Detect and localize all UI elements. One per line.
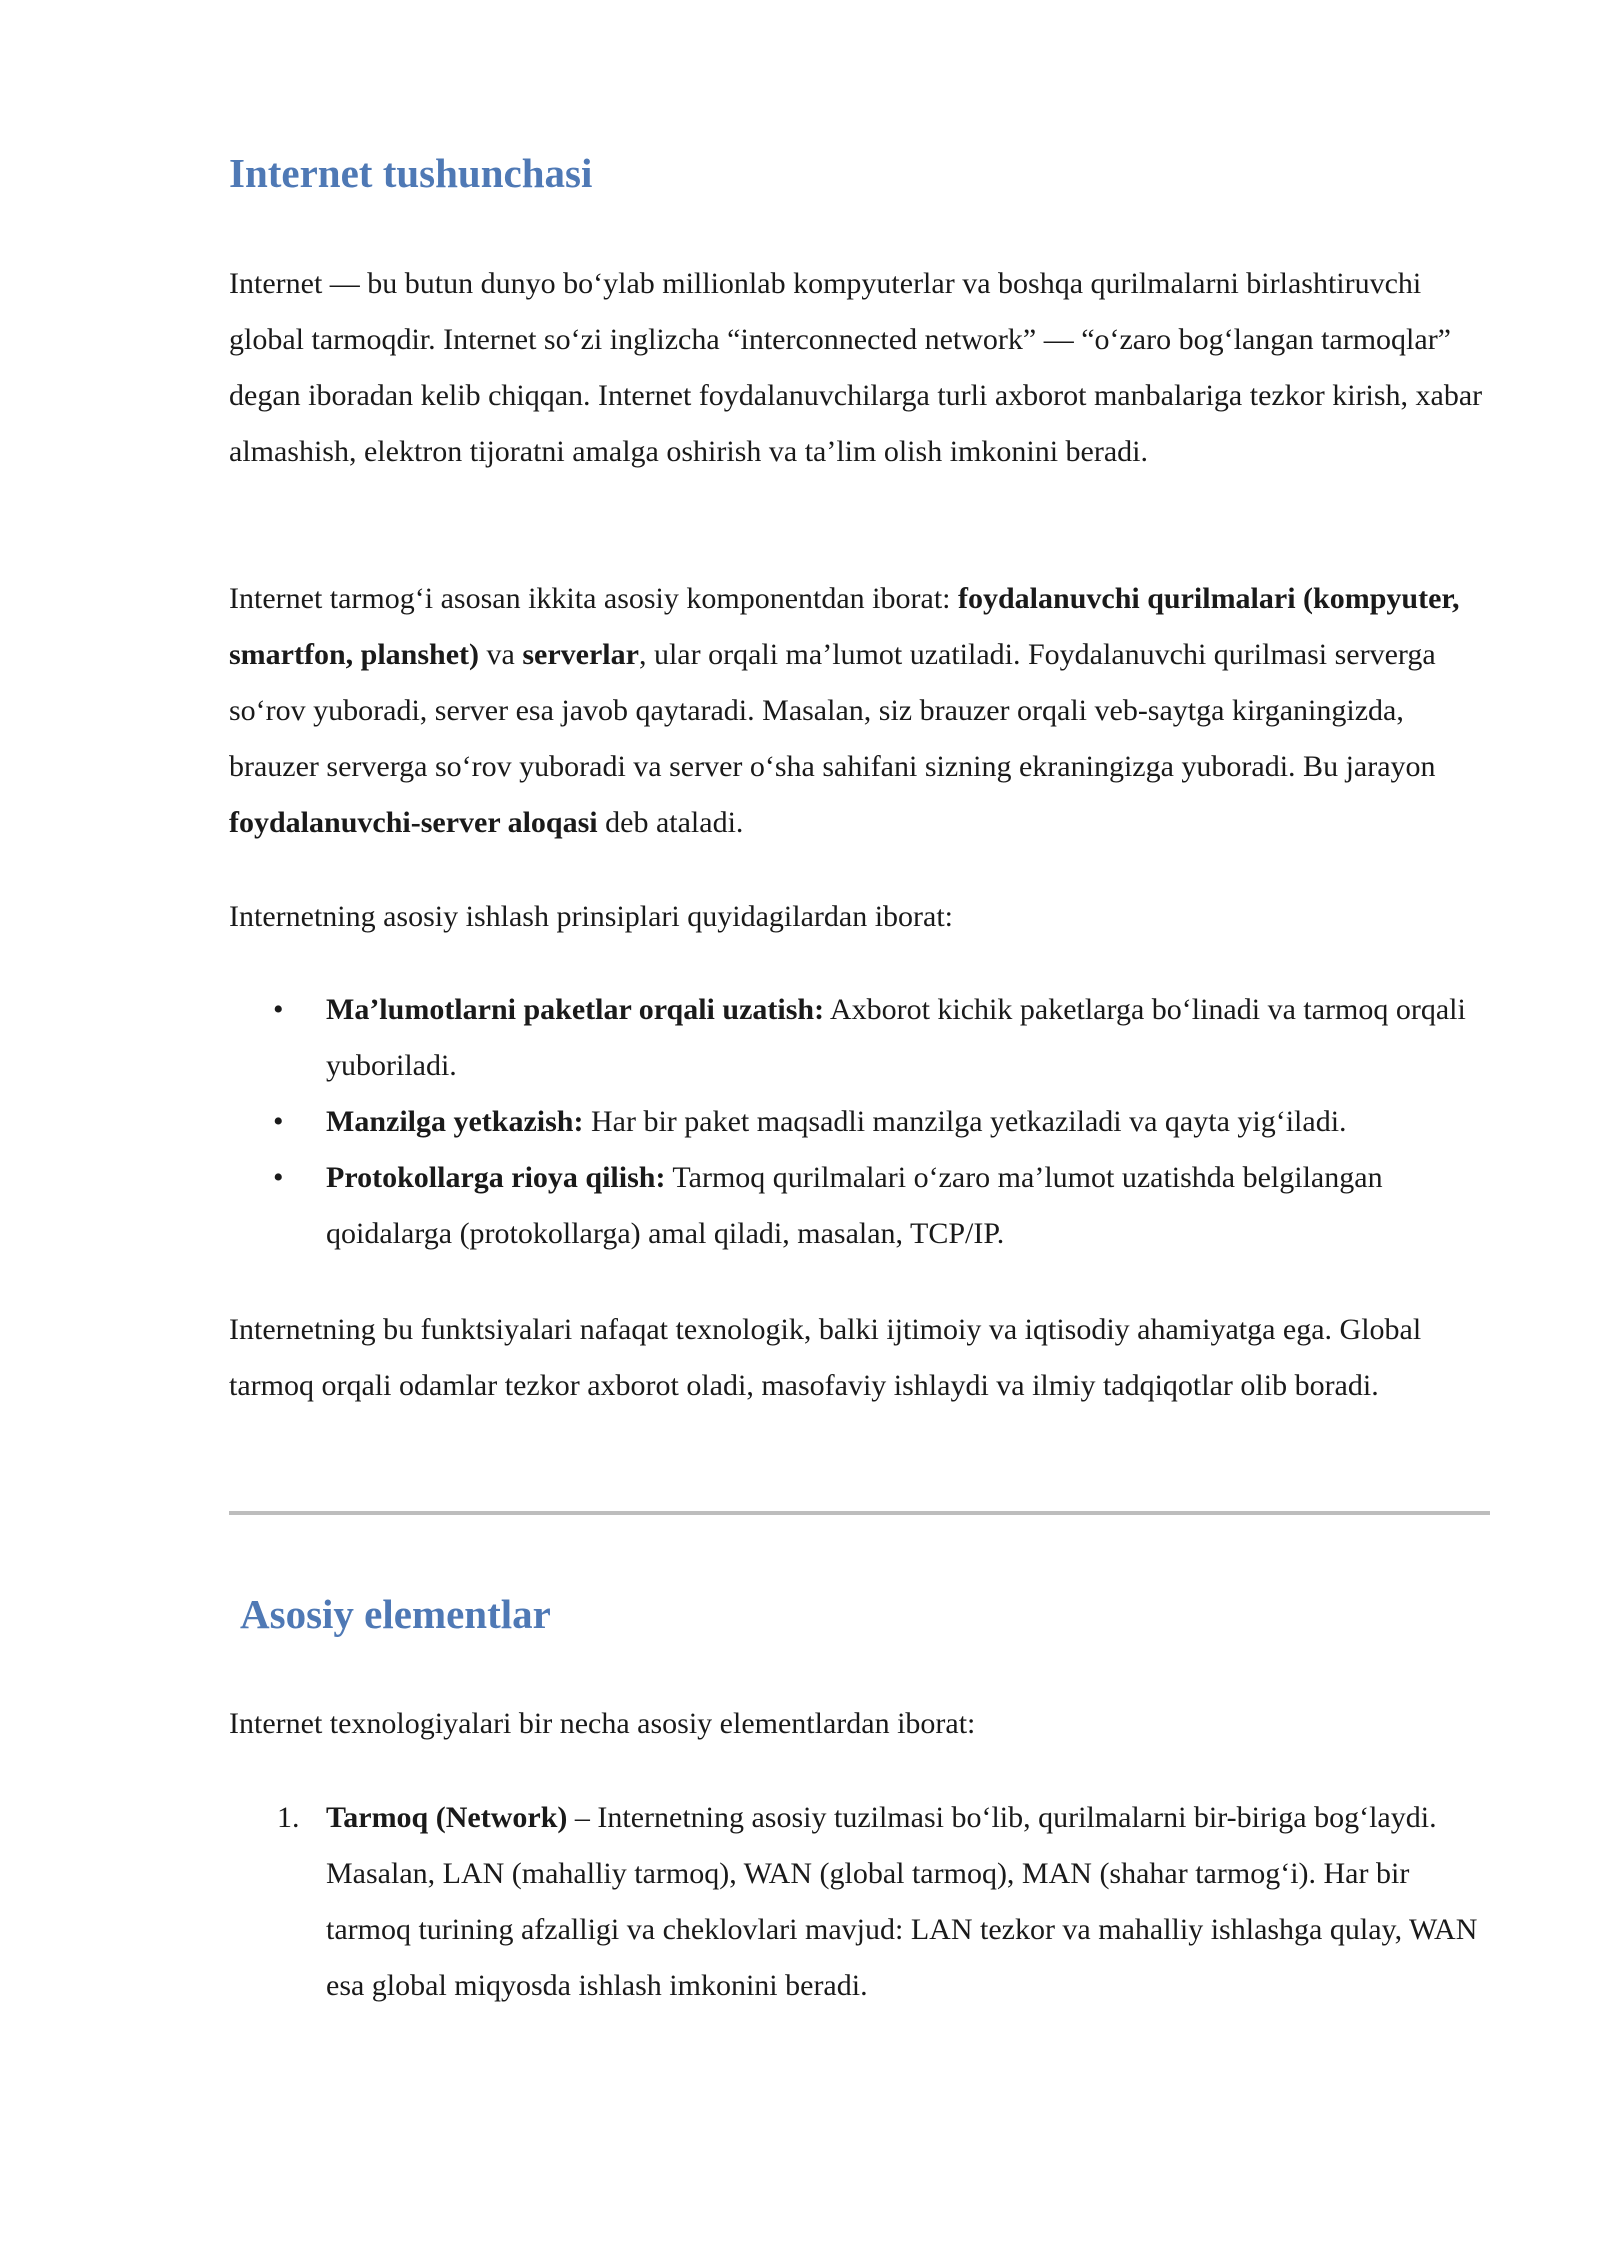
components-bold-relation: foydalanuvchi-server aloqasi	[229, 806, 598, 839]
components-bold-devices: foydalanuvchi qurilmalari (kompyuter, smartfon, planshet)	[229, 582, 1460, 671]
list-item-bold: Ma’lumotlarni paketlar orqali uzatish:	[326, 993, 825, 1026]
components-paragraph	[229, 571, 1491, 851]
intro-paragraph: Internet — bu butun dunyo bo‘ylab millionlab kompyuterlar va boshqa qurilmalarni birlashtiruvchi global tarmoqdir. Internet so‘zi inglizcha “interconnected network” — “o‘zaro bog‘langan tarmoqlar” degan iboradan kelib chiqqan. Internet foydalanuvchilarga turli axborot manbalariga tezkor kirish, xabar almashish, elektron tijoratni amalga oshirish va ta’lim olish imkonini beradi.	[229, 267, 1483, 468]
list-item	[229, 1094, 1491, 1150]
elements-intro: Internet texnologiyalari bir necha asosiy elementlardan iborat:	[229, 1707, 976, 1740]
list-item-text: Axborot kichik paketlarga bo‘linadi va tarmoq orqali yuboriladi.	[326, 993, 1466, 1082]
list-item-bold: Manzilga yetkazish:	[326, 1105, 584, 1138]
list-item	[229, 1790, 1491, 2014]
components-bold-servers: serverlar	[522, 638, 639, 671]
bullet-icon: •	[273, 1161, 284, 1194]
section-heading-internet: Internet tushunchasi	[229, 150, 593, 196]
list-item-bold: Protokollarga rioya qilish:	[326, 1161, 666, 1194]
components-text-1: Internet tarmog‘i asosan ikkita asosiy komponentdan iborat:	[229, 582, 958, 615]
list-item	[229, 1150, 1491, 1262]
section-divider	[229, 1511, 1490, 1515]
list-item	[229, 982, 1491, 1094]
list-item-bold: Tarmoq (Network)	[326, 1801, 568, 1834]
elements-list	[229, 1790, 1491, 2014]
significance-paragraph: Internetning bu funktsiyalari nafaqat texnologik, balki ijtimoiy va iqtisodiy ahamiyatga ega. Global tarmoq orqali odamlar tezkor axborot oladi, masofaviy ishlaydi va ilmiy tadqiqotlar olib boradi.	[229, 1313, 1422, 1402]
principles-list	[229, 982, 1491, 1262]
principles-intro: Internetning asosiy ishlash prinsiplari quyidagilardan iborat:	[229, 900, 954, 933]
components-text-2: va	[479, 638, 523, 671]
components-text-4: deb ataladi.	[597, 806, 744, 839]
section-heading-elements: Asosiy elementlar	[240, 1591, 551, 1637]
components-text-3: , ular orqali ma’lumot uzatiladi. Foydalanuvchi qurilmasi serverga so‘rov yuboradi, server esa javob qaytaradi. Masalan, siz brauzer orqali veb-saytga kirganingizda, brauzer serverga so‘rov yuboradi va server o‘sha sahifani sizning ekraningizga yuboradi. Bu jarayon	[229, 638, 1436, 783]
list-item-text: Har bir paket maqsadli manzilga yetkaziladi va qayta yig‘iladi.	[583, 1105, 1347, 1138]
bullet-icon: •	[273, 993, 284, 1026]
list-number: 1.	[277, 1801, 300, 1834]
list-item-text: Tarmoq qurilmalari o‘zaro ma’lumot uzatishda belgilangan qoidalarga (protokollarga) amal qiladi, masalan, TCP/IP.	[326, 1161, 1383, 1250]
list-item-text: – Internetning asosiy tuzilmasi bo‘lib, qurilmalarni bir-biriga bog‘laydi. Masalan, LAN (mahalliy tarmoq), WAN (global tarmoq), MAN (shahar tarmog‘i). Har bir tarmoq turining afzalligi va cheklovlari mavjud: LAN tezkor va mahalliy ishlashga qulay, WAN esa global miqyosda ishlash imkonini beradi.	[326, 1801, 1478, 2002]
bullet-icon: •	[273, 1105, 284, 1138]
